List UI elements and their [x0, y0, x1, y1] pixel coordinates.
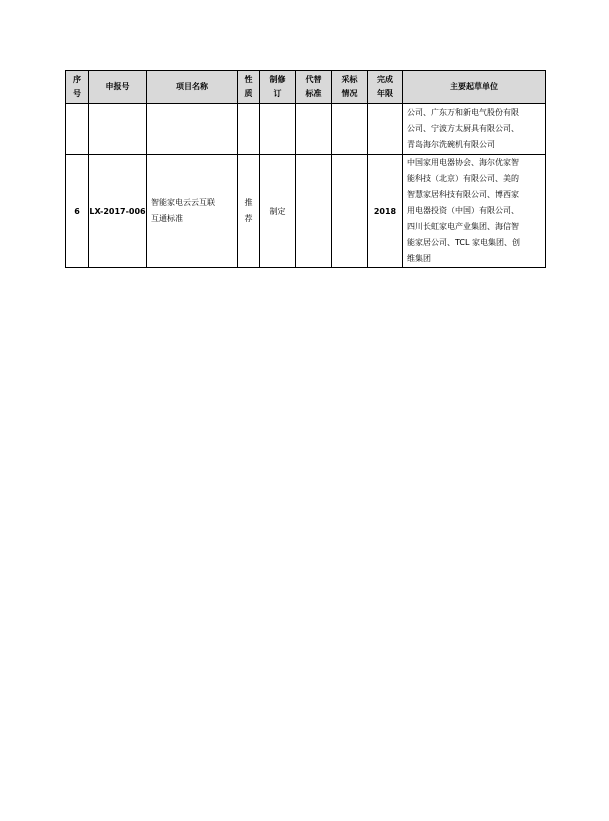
- table-header-row: [66, 71, 546, 104]
- cell-year: [368, 104, 403, 155]
- cell-units: 公司、广东万和新电气股份有限 公司、宁波方太厨具有限公司、 青岛海尔洗碗机有限公司: [403, 104, 546, 155]
- table-row: [66, 104, 546, 155]
- header-replace: 代替 标准: [296, 71, 332, 104]
- header-seq: 序 号: [66, 71, 89, 104]
- cell-adopt: [332, 104, 368, 155]
- header-adopt: 采标 情况: [332, 71, 368, 104]
- cell-adopt: [332, 155, 368, 268]
- cell-replace: [296, 155, 332, 268]
- cell-app-no: [89, 104, 147, 155]
- cell-nature: 推 荐: [238, 155, 260, 268]
- header-app-no: 申报号: [89, 71, 147, 104]
- cell-seq: 6: [66, 155, 89, 268]
- cell-project-name: 智能家电云云互联 互通标准: [147, 155, 238, 268]
- cell-units: 中国家用电器协会、海尔优家智 能科技（北京）有限公司、美的 智慧家居科技有限公司、博西家 用电器投资（中国）有限公司、 四川长虹家电产业集团、海信智 能家居公司、TCL 家电集团、创 维集团: [403, 155, 546, 268]
- header-units: 主要起草单位: [403, 71, 546, 104]
- cell-year: 2018: [368, 155, 403, 268]
- cell-app-no: LX-2017-006: [89, 155, 147, 268]
- header-year: 完成 年限: [368, 71, 403, 104]
- table-row: [66, 155, 546, 268]
- cell-seq: [66, 104, 89, 155]
- cell-revise: 制定: [260, 155, 296, 268]
- cell-replace: [296, 104, 332, 155]
- header-project-name: 项目名称: [147, 71, 238, 104]
- standards-table: [65, 70, 546, 268]
- cell-project-name: [147, 104, 238, 155]
- header-nature: 性 质: [238, 71, 260, 104]
- header-revise: 制修 订: [260, 71, 296, 104]
- cell-revise: [260, 104, 296, 155]
- cell-nature: [238, 104, 260, 155]
